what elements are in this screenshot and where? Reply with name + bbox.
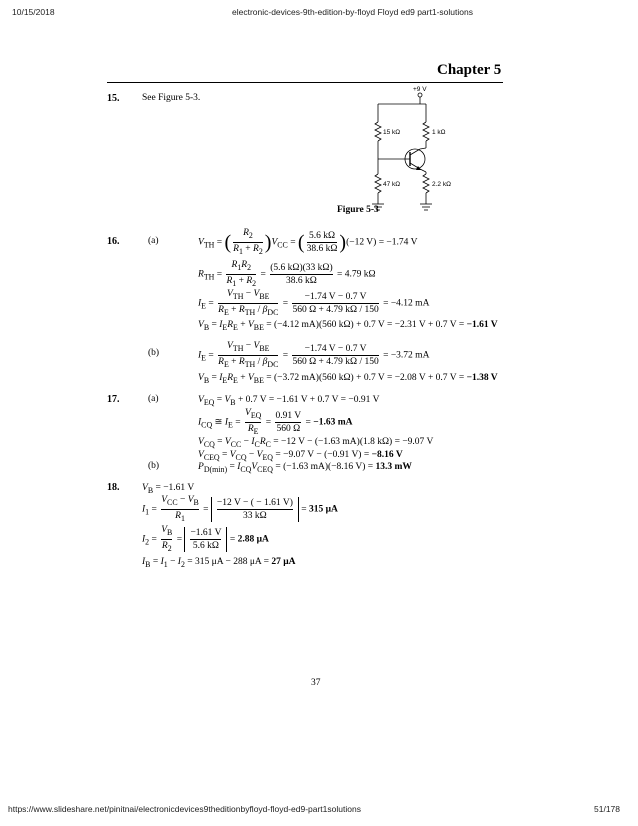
problem-16-number: 16. (107, 236, 120, 247)
eq-18-vb: $V_B = -1.61$ V (142, 483, 195, 495)
eq-16a-vb-answer: −1.61 V (466, 320, 498, 330)
problem-18-number: 18. (107, 482, 120, 493)
print-url: https://www.slideshare.net/pinitnai/electronicdevices9theditionbyfloyd-floyd-ed9-part1solutions (8, 804, 361, 814)
eq-16a-rth: $R_{TH}$ = $\frac{R_1R_2}{R_1 + R_2}$ = $\frac{(5.6 k\Omega)(33 k\Omega)}{38.6 k\Omega}$ = 4.79 kΩ (198, 260, 376, 288)
eq-16b-vb-answer: −1.38 V (466, 373, 498, 383)
eq-16a-ie: $I_E$ = $\frac{V_{TH} - V_{BE}}{R_E + R_{TH} / \beta_{DC}}$ = $\frac{-1.74 V - 0.7 V}{560 \Omega + 4.79 k\Omega / 150}$ = −4.12 mA (198, 289, 430, 317)
header-rule (107, 82, 503, 83)
eq-16a-vb-text: = (−4.12 mA)(560 kΩ) + 0.7 V = −2.31 V + 0.7 V = (266, 320, 467, 330)
eq-17b-pd: $P_{D(min)} = I_{CQ}V_{CEQ} = (-1.63$ mA)(−8.16 V) = 13.3 mW (198, 462, 412, 474)
figure-r2-label: 47 kΩ (383, 181, 401, 188)
problem-16-part-b: (b) (148, 348, 160, 358)
eq-16a-vb: $V_B = I_ER_E + V_{BE} = (-4.12$ mA)(560 kΩ) + 0.7 V = −2.31 V + 0.7 V = −1.61 V (198, 320, 498, 332)
eq-16a-vth-result: (−12 V) = −1.74 V (346, 237, 418, 248)
eq-17b-pd-answer: 13.3 mW (375, 462, 412, 472)
figure-rc-label: 1 kΩ (432, 129, 446, 136)
eq-16b-vb-text: = (−3.72 mA)(560 kΩ) + 0.7 V = −2.08 V + 0.7 V = (266, 373, 467, 383)
page-number: 37 (311, 678, 321, 688)
figure-r1-label: 15 kΩ (383, 129, 401, 136)
eq-18-i2: $I_2$ = $\frac{V_B}{R_2}$ = $\frac{-1.61 V}{5.6 k\Omega}$ = 2.88 μA (142, 525, 269, 553)
eq-17a-vceq-text: = −9.07 V − (−0.91 V) = (275, 450, 372, 460)
eq-16a-rth-result: = 4.79 kΩ (337, 269, 376, 280)
eq-18-ib: $I_B = I_1 - I_2 = 315$ μA − 288 μA = 27 μA (142, 557, 296, 569)
eq-17a-vceq-answer: −8.16 V (371, 450, 403, 460)
figure-vcc-label: +9 V (413, 86, 427, 93)
print-doc-title: electronic-devices-9th-edition-by-floyd Floyd ed9 part1-solutions (232, 7, 473, 17)
problem-17-number: 17. (107, 394, 120, 405)
eq-17a-veq-text: + 0.7 V = −1.61 V + 0.7 V = −0.91 V (237, 395, 380, 405)
eq-18-ib-answer: 27 μA (271, 557, 296, 567)
eq-18-i2-answer: 2.88 μA (237, 534, 269, 545)
problem-17-part-b: (b) (148, 461, 160, 471)
eq-16b-ie: $I_E$ = $\frac{V_{TH} - V_{BE}}{R_E + R_{TH} / \beta_{DC}}$ = $\frac{-1.74 V - 0.7 V}{560 \Omega + 4.79 k\Omega / 150}$ = −3.72 mA (198, 341, 430, 369)
eq-18-i1: $I_1$ = $\frac{V_{CC} - V_B}{R_1}$ = $\frac{-12 V - ( - 1.61 V)}{33 k\Omega}$ = 315 μA (142, 495, 338, 523)
figure-re-label: 2.2 kΩ (432, 181, 451, 188)
eq-17a-vcq: $V_{CQ} = V_{CC} - I_CR_C = -12$ V − (−1.63 mA)(1.8 kΩ) = −9.07 V (198, 437, 434, 449)
eq-16b-vb: $V_B = I_ER_E + V_{BE} = (-3.72$ mA)(560 kΩ) + 0.7 V = −2.08 V + 0.7 V = −1.38 V (198, 373, 498, 385)
eq-17a-vcq-text: = −12 V − (−1.63 mA)(1.8 kΩ) = −9.07 V (273, 437, 434, 447)
chapter-title: Chapter 5 (437, 62, 502, 78)
print-date: 10/15/2018 (12, 7, 55, 17)
eq-18-vb-text: = −1.61 V (155, 483, 195, 493)
print-page-counter: 51/178 (594, 804, 620, 814)
eq-17a-icq-answer: −1.63 mA (313, 417, 353, 428)
figure-5-3-circuit (360, 84, 470, 219)
problem-15-number: 15. (107, 93, 120, 104)
eq-16a-ie-result: = −4.12 mA (383, 298, 430, 309)
eq-18-ib-text: = 315 μA − 288 μA = (187, 557, 272, 567)
figure-5-3-caption: Figure 5-3 (337, 205, 379, 215)
eq-16a-vth: $V_{TH}$ = ( $\frac{R_2}{R_1 + R_2}$ )$V_{CC}$ = ( $\frac{5.6 k\Omega}{38.6 k\Omega}$ )(−12 V) = −1.74 V (198, 228, 418, 256)
eq-18-i1-answer: 315 μA (309, 504, 338, 515)
eq-17a-vceq: $V_{CEQ} = V_{CQ} - V_{EQ} = -9.07$ V − (−0.91 V) = −8.16 V (198, 450, 403, 462)
eq-17a-veq: $V_{EQ} = V_B + 0.7$ V = −1.61 V + 0.7 V = −0.91 V (198, 395, 380, 407)
problem-16-part-a: (a) (148, 236, 159, 246)
eq-17a-icq: $I_{CQ}$ ≅ $I_E$ = $\frac{V_{EQ}}{R_E}$ = $\frac{0.91 V}{560 \Omega}$ = −1.63 mA (198, 408, 353, 436)
problem-17-part-a: (a) (148, 394, 159, 404)
eq-17b-pd-text: = (−1.63 mA)(−8.16 V) = (275, 462, 376, 472)
eq-16b-ie-result: = −3.72 mA (383, 350, 430, 361)
problem-15-text: See Figure 5-3. (142, 93, 201, 103)
